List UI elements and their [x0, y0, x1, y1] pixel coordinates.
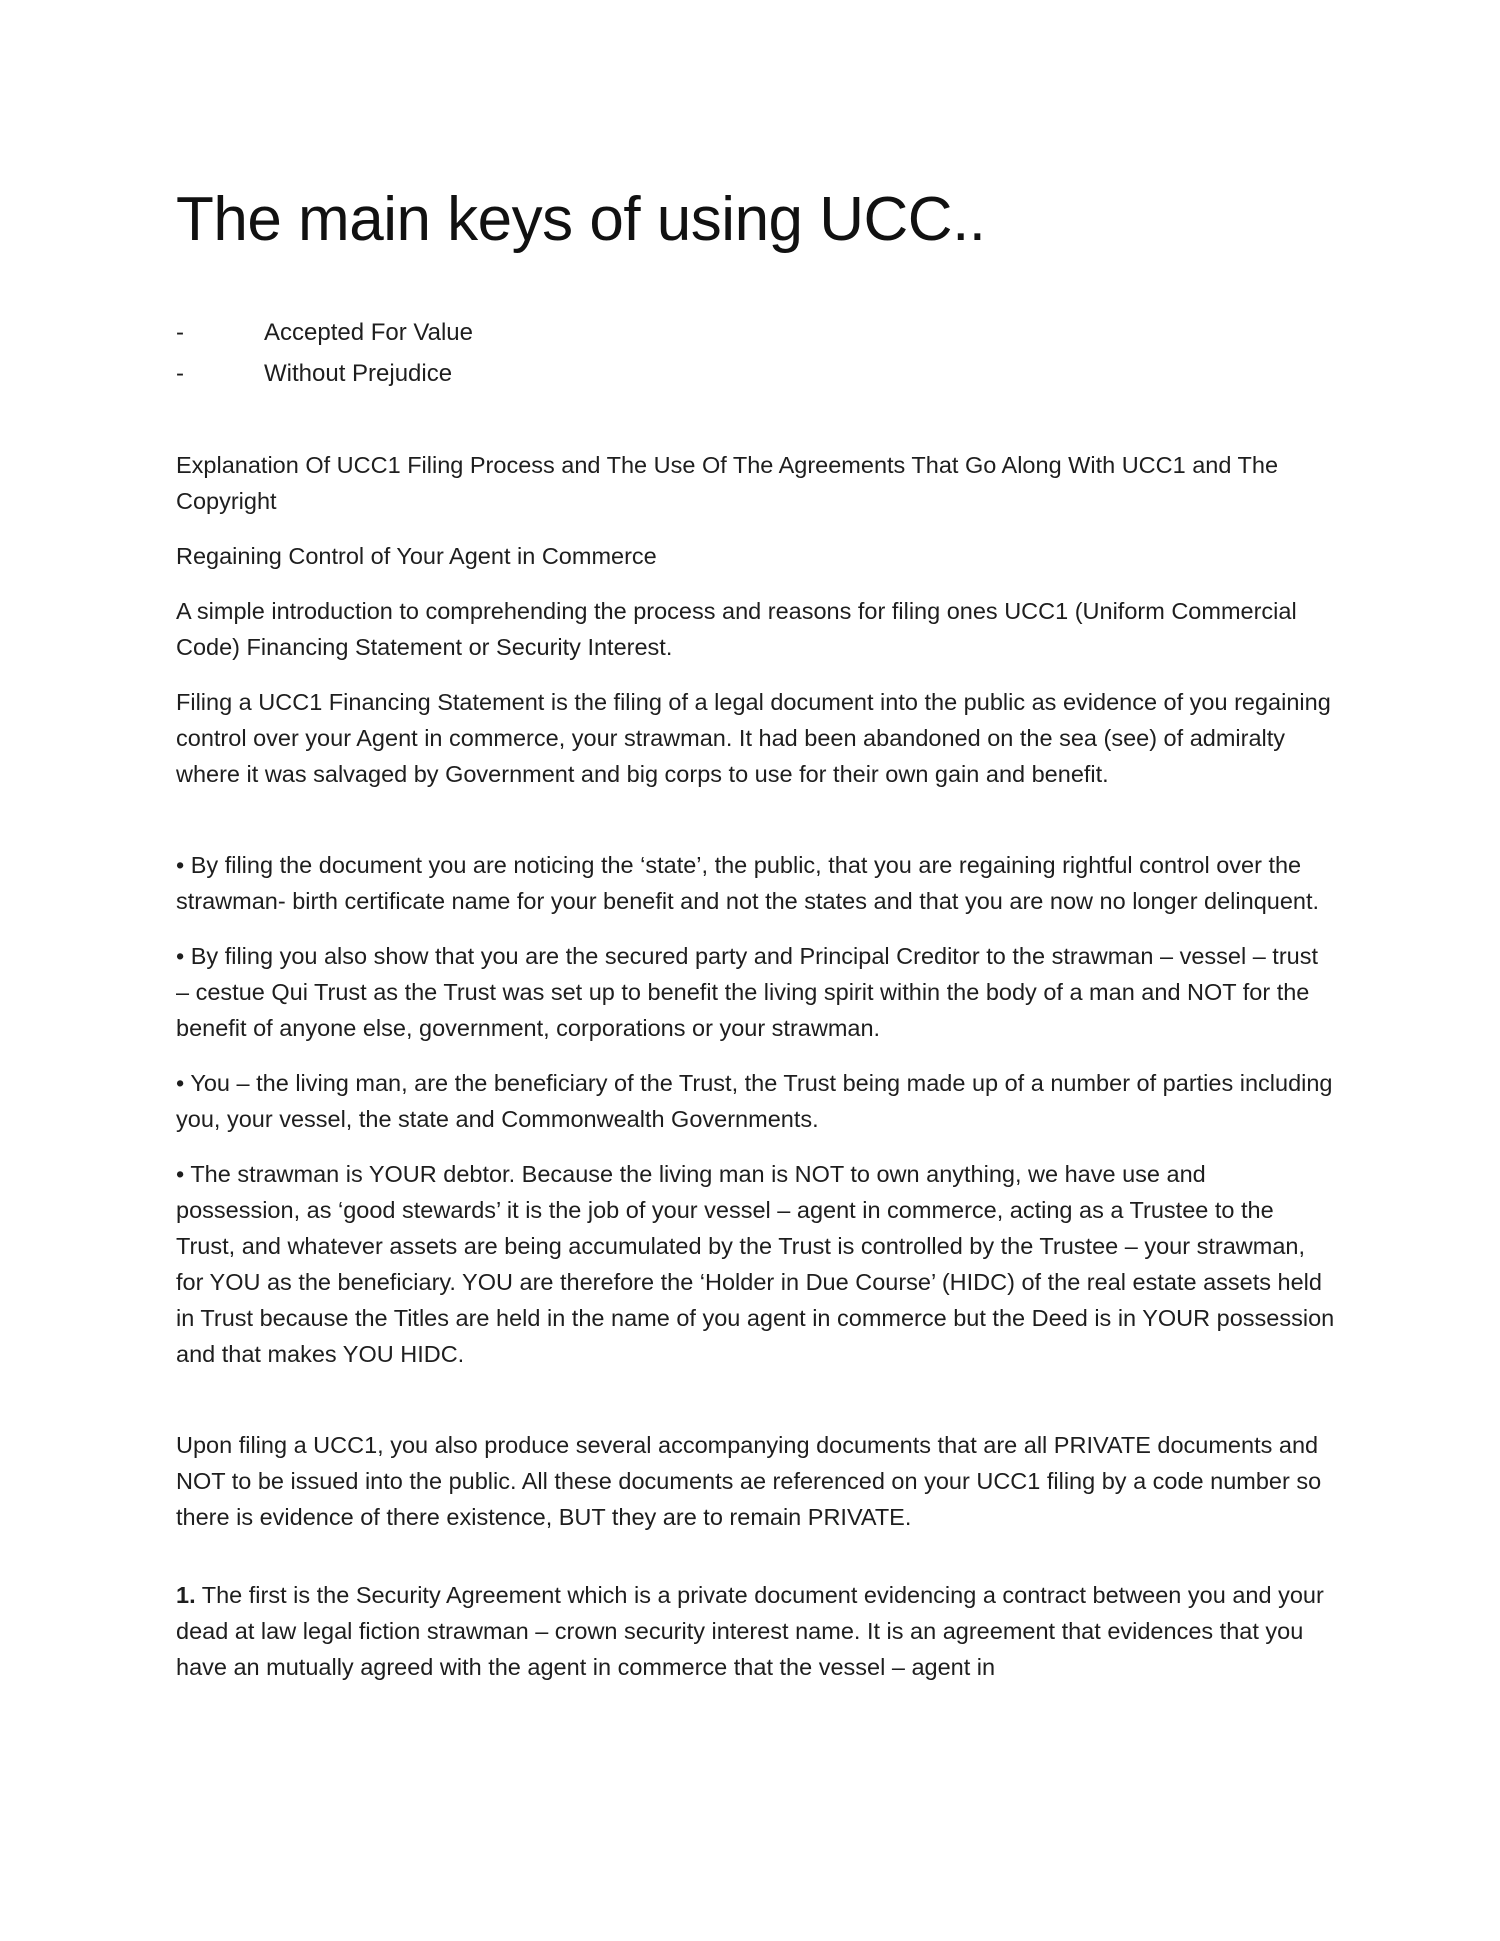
list-item-text: Without Prejudice — [264, 360, 453, 387]
bullet-paragraph: • The strawman is YOUR debtor. Because the living man is NOT to own anything, we have use and possession, as ‘good stewards’ it is the job of your vessel – agent in commerce, acting as a Trustee to the Trust, and whatever assets are being accumulated by the Trust is controlled by the Trustee – your strawman, for YOU as the beneficiary. YOU are therefore the ‘Holder in Due Course’ (HIDC) of the real estate assets held in Trust because the Titles are held in the name of you agent in commerce but the Deed is in YOUR possession and that makes YOU HIDC. — [176, 1161, 1335, 1367]
explanation-paragraph: Explanation Of UCC1 Filing Process and The Use Of The Agreements That Go Along With UCC1 and The Copyright — [176, 452, 1279, 514]
list-item — [176, 312, 473, 353]
list-marker: - — [176, 360, 184, 387]
key-points-list — [176, 312, 473, 394]
bullet-paragraph: • By filing the document you are noticing the ‘state’, the public, that you are regaining rightful control over the strawman- birth certificate name for your benefit and not the states and that you are now no longer delinquent. — [176, 852, 1320, 914]
filing-paragraph: Filing a UCC1 Financing Statement is the filing of a legal document into the public as evidence of you regaining control over your Agent in commerce, your strawman. It had been abandoned on the sea (see) of admiralty where it was salvaged by Government and big corps to use for their own gain and benefit. — [176, 689, 1331, 787]
intro-paragraph: A simple introduction to comprehending the process and reasons for filing ones UCC1 (Uniform Commercial Code) Financing Statement or Security Interest. — [176, 598, 1297, 660]
upon-filing-paragraph: Upon filing a UCC1, you also produce several accompanying documents that are all PRIVATE documents and NOT to be issued into the public. All these documents ae referenced on your UCC1 filing by a code number so there is evidence of there existence, BUT they are to remain PRIVATE. — [176, 1432, 1322, 1530]
numbered-paragraph — [176, 1577, 1336, 1685]
section-heading: Regaining Control of Your Agent in Commerce — [176, 543, 657, 569]
list-item-text: Accepted For Value — [264, 319, 474, 346]
bullet-paragraph: • You – the living man, are the beneficiary of the Trust, the Trust being made up of a number of parties including you, your vessel, the state and Commonwealth Governments. — [176, 1070, 1333, 1132]
list-marker: - — [176, 319, 184, 346]
list-item — [176, 353, 473, 394]
document-body — [176, 447, 1336, 1704]
bullet-paragraph: • By filing you also show that you are the secured party and Principal Creditor to the strawman – vessel – trust – cestue Qui Trust as the Trust was set up to benefit the living spirit within the body of a man and NOT for the benefit of anyone else, government, corporations or your strawman. — [176, 943, 1319, 1041]
numbered-text: The first is the Security Agreement which is a private document evidencing a contract between you and your dead at law legal fiction strawman – crown security interest name. It is an agreement that evidences that you have an mutually agreed with the agent in commerce that the vessel – agent in — [176, 1582, 1324, 1680]
document-title: The main keys of using UCC.. — [176, 185, 986, 254]
numbered-label: 1. — [176, 1582, 196, 1608]
